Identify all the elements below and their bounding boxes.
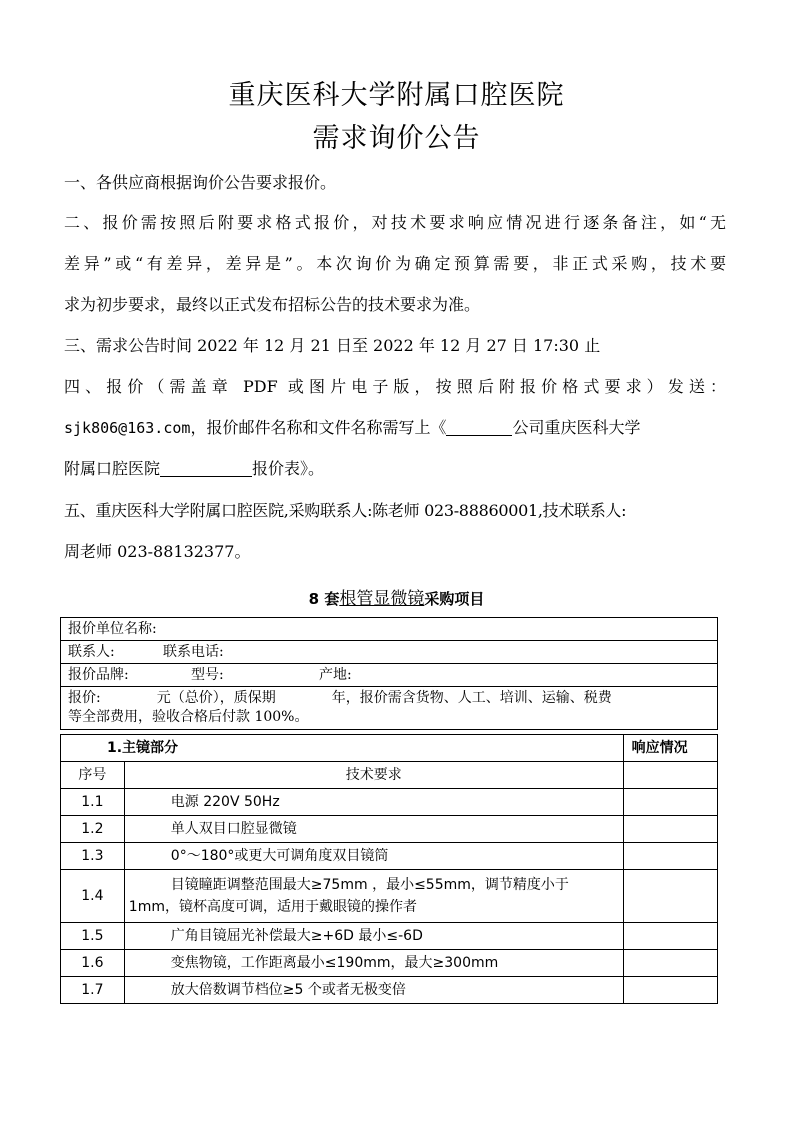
table-row (61, 816, 718, 843)
brand-cell (61, 664, 718, 687)
paragraph-2-line1: 二、报价需按照后附要求格式报价，对技术要求响应情况进行逐条备注，如“无 (64, 213, 726, 232)
row-requirement: 广角目镜屈光补偿最大≥+6D 最小≤-6D (124, 923, 623, 950)
spec-table (60, 734, 718, 1004)
paragraph-4-line3 (64, 457, 726, 481)
row-requirement: 单人双目口腔显微镜 (124, 816, 623, 843)
email-subject-text-2: 报价表》。 (252, 459, 325, 478)
paragraph-4-line1: 四、报价（需盖章 PDF 或图片电子版，按照后附报价格式要求）发送： (64, 377, 726, 396)
paragraph-3: 三、需求公告时间 2022 年 12 月 21 日至 2022 年 12 月 27 日 17:30 止 (64, 336, 601, 355)
email-address: sjk806@163.com (64, 419, 191, 437)
row-requirement: 放大倍数调节档位≥5 个或者无极变倍 (124, 977, 623, 1004)
quote-unit-cell: 报价单位名称: (61, 618, 718, 641)
row-requirement: 0°～180°或更大可调角度双目镜筒 (124, 843, 623, 870)
paragraph-2-line2: 差异”或“有差异，差异是”。本次询价为确定预算需要，非正式采购，技术要 (64, 254, 726, 273)
response-cell (623, 870, 717, 923)
table-row (61, 923, 718, 950)
row-no: 1.6 (61, 950, 125, 977)
row-no: 1.1 (61, 789, 125, 816)
response-cell (623, 950, 717, 977)
paragraph-5-line1: 五、重庆医科大学附属口腔医院,采购联系人:陈老师 023-88860001,技术联系人: (64, 501, 627, 520)
row-no: 1.7 (61, 977, 125, 1004)
col-header-req: 技术要求 (124, 762, 623, 789)
paragraph-5-line2: 周老师 023-88132377。 (64, 542, 251, 561)
email-instruction-text-2: 公司重庆医科大学 (512, 418, 641, 437)
email-subject-text: 附属口腔医院 (64, 459, 161, 478)
paragraph-1: 一、各供应商根据询价公告要求报价。 (64, 173, 337, 192)
email-instruction-text: ，报价邮件名称和文件名称需写上《 (190, 418, 447, 437)
quote-info-table (60, 617, 718, 730)
response-cell (623, 843, 717, 870)
page-title-line2: 需求询价公告 (312, 123, 481, 154)
row-requirement: 变焦物镜，工作距离最小≤190mm，最大≥300mm (124, 950, 623, 977)
price-cell (61, 687, 718, 730)
response-cell (623, 923, 717, 950)
table-caption (0, 584, 793, 609)
contact-cell (61, 641, 718, 664)
model-label: 型号: (191, 667, 224, 683)
table-row (61, 762, 718, 789)
row-requirement: 目镜瞳距调整范围最大≥75mm ，最小≤55mm，调节精度小于 1mm，镜杯高度可调，适用于戴眼镜的操作者 (124, 870, 623, 923)
company-name-blank (446, 418, 512, 436)
contact-label: 联系人: (68, 644, 115, 660)
caption-suffix: 采购项目 (424, 590, 485, 608)
table-row (61, 735, 718, 762)
table-row (61, 618, 718, 641)
paragraph-4-line2 (64, 416, 726, 440)
price-line2: 等全部费用，验收合格后付款 100%。 (68, 709, 309, 725)
response-cell (623, 816, 717, 843)
table-row (61, 843, 718, 870)
caption-prefix: 8 套 (308, 590, 340, 608)
table-row (61, 641, 718, 664)
origin-label: 产地: (319, 667, 352, 683)
row-no: 1.2 (61, 816, 125, 843)
product-name-blank (160, 459, 252, 477)
table-row (61, 950, 718, 977)
response-cell (623, 789, 717, 816)
response-cell (623, 977, 717, 1004)
response-cell (623, 762, 717, 789)
col-header-no: 序号 (61, 762, 125, 789)
table-row (61, 789, 718, 816)
phone-label: 联系电话: (163, 644, 224, 660)
table-row (61, 977, 718, 1004)
response-header: 响应情况 (623, 735, 717, 762)
row-no: 1.3 (61, 843, 125, 870)
table-row (61, 664, 718, 687)
paragraph-2-line3: 求为初步要求，最终以正式发布招标公告的技术要求为准。 (64, 295, 481, 314)
brand-label: 报价品牌: (68, 667, 129, 683)
table-row (61, 687, 718, 730)
page-title-line1: 重庆医科大学附属口腔医院 (228, 80, 565, 111)
row-requirement: 电源 220V 50Hz (124, 789, 623, 816)
price-line1: 报价: 元（总价），质保期 年，报价需含货物、人工、培训、运输、税费 (68, 690, 612, 706)
table-row (61, 870, 718, 923)
caption-product: 根管显微镜 (339, 589, 425, 609)
row-no: 1.5 (61, 923, 125, 950)
section-title: 1.主镜部分 (61, 735, 624, 762)
row-no: 1.4 (61, 870, 125, 923)
